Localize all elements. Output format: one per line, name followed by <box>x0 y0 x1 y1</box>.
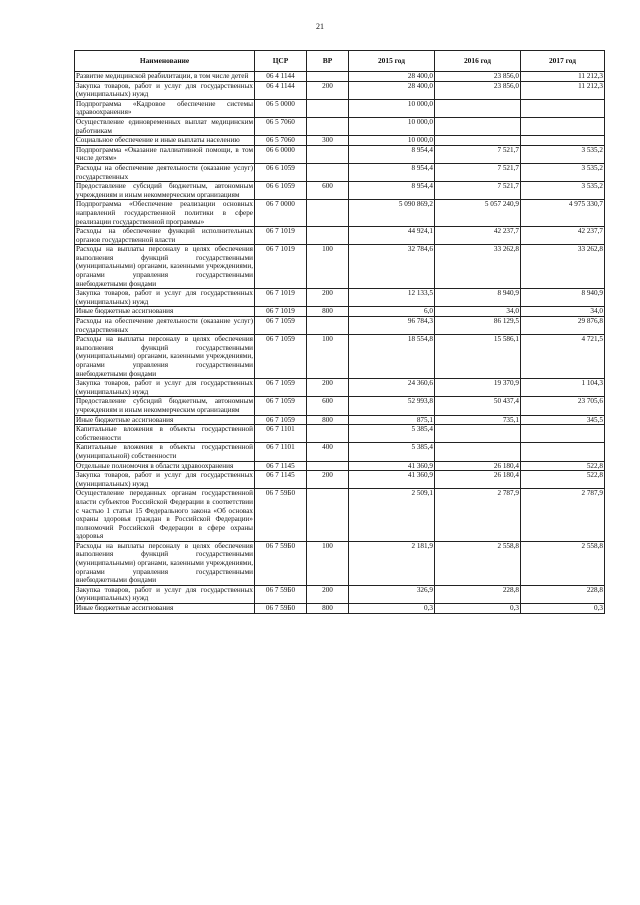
row-name-cell: Подпрограмма «Оказание паллиативной помощи, в том числе детям» <box>76 145 253 163</box>
row-csr-cell: 06 7 1145 <box>255 461 307 471</box>
row-2016-cell <box>435 443 521 461</box>
row-2017-cell: 11 212,3 <box>521 72 605 82</box>
row-vr-cell: 200 <box>307 585 349 603</box>
header-2015: 2015 год <box>349 51 435 72</box>
row-2016-cell: 7 521,7 <box>435 145 521 163</box>
table-header-row <box>75 51 605 72</box>
row-csr-cell: 06 7 0000 <box>255 200 307 227</box>
row-name-cell: Расходы на выплаты персоналу в целях обеспечения выполнения функций государственными (муниципальными) органами, казенными учреждениями, органами управления государственными внебюджетными фондами <box>76 541 253 585</box>
table-row <box>75 604 605 614</box>
row-csr-cell: 06 5 7060 <box>255 136 307 146</box>
row-csr-cell: 06 7 1059 <box>255 335 307 379</box>
row-name-cell: Подпрограмма «Кадровое обеспечение системы здравоохранения» <box>76 99 253 117</box>
row-csr-cell: 06 5 7060 <box>255 117 307 135</box>
table-row <box>75 379 605 397</box>
row-name-cell: Капитальные вложения в объекты государственной (муниципальной) собственности <box>76 443 253 460</box>
row-2016-cell: 26 180,4 <box>435 461 521 471</box>
table-row <box>75 397 605 415</box>
row-2016-cell: 0,3 <box>435 604 521 614</box>
row-vr-cell: 600 <box>307 182 349 200</box>
row-2016-cell <box>435 136 521 146</box>
table-row <box>75 415 605 425</box>
row-2015-cell: 32 784,6 <box>349 245 435 289</box>
row-csr-cell: 06 7 59Б0 <box>255 585 307 603</box>
row-2017-cell <box>521 99 605 117</box>
row-2016-cell: 7 521,7 <box>435 163 521 181</box>
table-row <box>75 443 605 461</box>
row-name-cell: Осуществление переданных органам государственной власти субъектов Российской Федерации в соответствии с частью 1 статьи 15 Федерального закона «Об основах охраны здоровья граждан в Российской Федерации» полномочий Российской Федерации в сфере охраны здоровья <box>76 489 253 541</box>
row-2016-cell <box>435 425 521 443</box>
row-2016-cell: 2 558,8 <box>435 541 521 585</box>
row-2017-cell <box>521 117 605 135</box>
row-2015-cell: 8 954,4 <box>349 182 435 200</box>
row-2017-cell: 8 940,9 <box>521 289 605 307</box>
table-row <box>75 541 605 585</box>
row-2017-cell: 345,5 <box>521 415 605 425</box>
row-2017-cell: 33 262,8 <box>521 245 605 289</box>
row-vr-cell <box>307 227 349 245</box>
table-row <box>75 471 605 489</box>
row-csr-cell: 06 7 1019 <box>255 289 307 307</box>
row-name-cell: Осуществление единовременных выплат медицинским работникам <box>76 117 253 135</box>
row-2015-cell: 0,3 <box>349 604 435 614</box>
row-2017-cell: 11 212,3 <box>521 81 605 99</box>
table-row <box>75 117 605 135</box>
row-name-cell: Иные бюджетные ассигнования <box>75 604 255 614</box>
table-row <box>75 585 605 603</box>
row-vr-cell <box>307 72 349 82</box>
row-vr-cell <box>307 145 349 163</box>
table-row <box>75 335 605 379</box>
row-name-cell: Закупка товаров, работ и услуг для государственных (муниципальных) нужд <box>76 379 253 396</box>
table-row <box>75 136 605 146</box>
row-2017-cell: 3 535,2 <box>521 182 605 200</box>
row-vr-cell: 200 <box>307 289 349 307</box>
row-vr-cell <box>307 117 349 135</box>
row-2017-cell: 34,0 <box>521 307 605 317</box>
table-body <box>75 72 605 614</box>
row-2016-cell: 26 180,4 <box>435 471 521 489</box>
row-vr-cell <box>307 461 349 471</box>
table-row <box>75 425 605 443</box>
row-2016-cell: 50 437,4 <box>435 397 521 415</box>
row-2015-cell: 28 400,0 <box>349 81 435 99</box>
row-2015-cell: 52 993,8 <box>349 397 435 415</box>
row-2015-cell: 5 385,4 <box>349 425 435 443</box>
table-row <box>75 182 605 200</box>
row-2016-cell: 228,8 <box>435 585 521 603</box>
row-2015-cell: 10 000,0 <box>349 136 435 146</box>
row-name-cell: Подпрограмма «Обеспечение реализации основных направлений государственной политики в сфере реализации государственной программы» <box>76 200 253 226</box>
row-2017-cell: 0,3 <box>521 604 605 614</box>
row-2017-cell <box>521 443 605 461</box>
table-row <box>75 317 605 335</box>
row-2015-cell: 41 360,9 <box>349 461 435 471</box>
row-vr-cell <box>307 99 349 117</box>
row-2015-cell: 5 090 869,2 <box>349 200 435 227</box>
row-2016-cell: 23 856,0 <box>435 81 521 99</box>
row-name-cell: Отдельные полномочия в области здравоохранения <box>75 461 255 471</box>
row-name-cell: Иные бюджетные ассигнования <box>75 307 255 317</box>
row-2015-cell: 10 000,0 <box>349 117 435 135</box>
row-2016-cell <box>435 117 521 135</box>
row-2015-cell: 28 400,0 <box>349 72 435 82</box>
row-2015-cell: 44 924,1 <box>349 227 435 245</box>
row-2015-cell: 41 360,9 <box>349 471 435 489</box>
row-csr-cell: 06 7 59Б0 <box>255 541 307 585</box>
row-vr-cell: 200 <box>307 471 349 489</box>
row-2015-cell: 2 509,1 <box>349 489 435 542</box>
table-row <box>75 72 605 82</box>
row-2017-cell: 522,8 <box>521 461 605 471</box>
row-csr-cell: 06 7 1145 <box>255 471 307 489</box>
row-vr-cell: 100 <box>307 335 349 379</box>
row-csr-cell: 06 7 1059 <box>255 379 307 397</box>
row-2016-cell: 23 856,0 <box>435 72 521 82</box>
table-row <box>75 289 605 307</box>
table-row <box>75 163 605 181</box>
row-2016-cell: 86 129,5 <box>435 317 521 335</box>
row-vr-cell: 200 <box>307 81 349 99</box>
row-vr-cell: 800 <box>307 604 349 614</box>
table-row <box>75 200 605 227</box>
row-vr-cell: 400 <box>307 443 349 461</box>
row-csr-cell: 06 7 1059 <box>255 317 307 335</box>
table-row <box>75 227 605 245</box>
row-name-cell: Закупка товаров, работ и услуг для государственных (муниципальных) нужд <box>76 585 253 603</box>
row-name-cell: Закупка товаров, работ и услуг для государственных (муниципальных) нужд <box>76 289 253 306</box>
row-name-cell: Закупка товаров, работ и услуг для государственных (муниципальных) нужд <box>76 81 253 99</box>
row-csr-cell: 06 6 1059 <box>255 182 307 200</box>
header-name: Наименование <box>75 51 255 72</box>
row-2016-cell: 33 262,8 <box>435 245 521 289</box>
row-csr-cell: 06 7 1019 <box>255 227 307 245</box>
row-csr-cell: 06 4 1144 <box>255 72 307 82</box>
row-2016-cell: 8 940,9 <box>435 289 521 307</box>
row-2016-cell: 19 370,9 <box>435 379 521 397</box>
row-2016-cell: 5 057 240,9 <box>435 200 521 227</box>
row-csr-cell: 06 7 1101 <box>255 425 307 443</box>
row-2016-cell <box>435 99 521 117</box>
row-2017-cell: 42 237,7 <box>521 227 605 245</box>
row-vr-cell <box>307 200 349 227</box>
table-row <box>75 245 605 289</box>
row-csr-cell: 06 7 1059 <box>255 397 307 415</box>
row-name-cell: Иные бюджетные ассигнования <box>75 415 255 425</box>
row-2015-cell: 18 554,8 <box>349 335 435 379</box>
row-2016-cell: 7 521,7 <box>435 182 521 200</box>
row-csr-cell: 06 7 1019 <box>255 307 307 317</box>
row-csr-cell: 06 6 0000 <box>255 145 307 163</box>
row-csr-cell: 06 7 1101 <box>255 443 307 461</box>
row-vr-cell: 100 <box>307 245 349 289</box>
header-vr: ВР <box>307 51 349 72</box>
row-csr-cell: 06 7 1019 <box>255 245 307 289</box>
row-2016-cell: 42 237,7 <box>435 227 521 245</box>
row-vr-cell <box>307 163 349 181</box>
row-csr-cell: 06 7 59Б0 <box>255 489 307 542</box>
header-2016: 2016 год <box>435 51 521 72</box>
row-2017-cell: 2 787,9 <box>521 489 605 542</box>
row-2017-cell: 3 535,2 <box>521 163 605 181</box>
header-2017: 2017 год <box>521 51 605 72</box>
row-csr-cell: 06 7 1059 <box>255 415 307 425</box>
row-2015-cell: 10 000,0 <box>349 99 435 117</box>
row-2015-cell: 96 784,3 <box>349 317 435 335</box>
row-vr-cell: 600 <box>307 397 349 415</box>
row-2017-cell: 3 535,2 <box>521 145 605 163</box>
table-row <box>75 307 605 317</box>
row-2017-cell: 4 721,5 <box>521 335 605 379</box>
row-2015-cell: 12 133,5 <box>349 289 435 307</box>
row-2017-cell: 1 104,3 <box>521 379 605 397</box>
row-vr-cell: 300 <box>307 136 349 146</box>
row-csr-cell: 06 4 1144 <box>255 81 307 99</box>
row-vr-cell <box>307 317 349 335</box>
row-2015-cell: 8 954,4 <box>349 145 435 163</box>
row-2015-cell: 875,1 <box>349 415 435 425</box>
row-vr-cell: 200 <box>307 379 349 397</box>
row-2017-cell: 2 558,8 <box>521 541 605 585</box>
row-2016-cell: 735,1 <box>435 415 521 425</box>
row-name-cell: Расходы на обеспечение функций исполнительных органов государственной власти <box>76 227 253 244</box>
row-2017-cell <box>521 136 605 146</box>
row-vr-cell: 800 <box>307 415 349 425</box>
header-csr: ЦСР <box>255 51 307 72</box>
row-2015-cell: 2 181,9 <box>349 541 435 585</box>
row-vr-cell <box>307 425 349 443</box>
row-name-cell: Расходы на обеспечение деятельности (оказание услуг) государственных <box>76 317 253 334</box>
row-2017-cell: 23 705,6 <box>521 397 605 415</box>
row-2017-cell: 4 975 330,7 <box>521 200 605 227</box>
row-2017-cell: 522,8 <box>521 471 605 489</box>
row-name-cell: Предоставление субсидий бюджетным, автономным учреждениям и иным некоммерческим организациям <box>76 397 253 414</box>
row-name-cell: Капитальные вложения в объекты государственной собственности <box>76 425 253 442</box>
row-2015-cell: 326,9 <box>349 585 435 603</box>
row-name-cell: Социальное обеспечение и иные выплаты населению <box>75 136 255 146</box>
row-2016-cell: 2 787,9 <box>435 489 521 542</box>
row-2017-cell: 228,8 <box>521 585 605 603</box>
table-row <box>75 99 605 117</box>
row-name-cell: Закупка товаров, работ и услуг для государственных (муниципальных) нужд <box>76 471 253 488</box>
table-row <box>75 81 605 99</box>
row-2015-cell: 8 954,4 <box>349 163 435 181</box>
row-csr-cell: 06 6 1059 <box>255 163 307 181</box>
row-name-cell: Предоставление субсидий бюджетным, автономным учреждениям и иным некоммерческим организациям <box>76 182 253 199</box>
budget-table <box>74 50 605 614</box>
table-row <box>75 489 605 542</box>
row-vr-cell <box>307 489 349 542</box>
row-2016-cell: 34,0 <box>435 307 521 317</box>
table-row <box>75 145 605 163</box>
row-name-cell: Развитие медицинской реабилитации, в том числе детей <box>75 72 255 82</box>
table-row <box>75 461 605 471</box>
row-2017-cell <box>521 425 605 443</box>
row-csr-cell: 06 7 59Б0 <box>255 604 307 614</box>
row-vr-cell: 100 <box>307 541 349 585</box>
row-vr-cell: 800 <box>307 307 349 317</box>
row-2017-cell: 29 876,8 <box>521 317 605 335</box>
row-name-cell: Расходы на выплаты персоналу в целях обеспечения выполнения функций государственными (муниципальными) органами, казенными учреждениями, органами управления государственными внебюджетными фондами <box>76 335 253 378</box>
row-2015-cell: 6,0 <box>349 307 435 317</box>
row-2016-cell: 15 586,1 <box>435 335 521 379</box>
page-number: 21 <box>316 22 324 31</box>
row-2015-cell: 5 385,4 <box>349 443 435 461</box>
row-2015-cell: 24 360,6 <box>349 379 435 397</box>
row-name-cell: Расходы на выплаты персоналу в целях обеспечения выполнения функций государственными (муниципальными) органами, казенными учреждениями, органами управления государственными внебюджетными фондами <box>76 245 253 288</box>
row-name-cell: Расходы на обеспечение деятельности (оказание услуг) государственных <box>76 163 253 181</box>
row-csr-cell: 06 5 0000 <box>255 99 307 117</box>
